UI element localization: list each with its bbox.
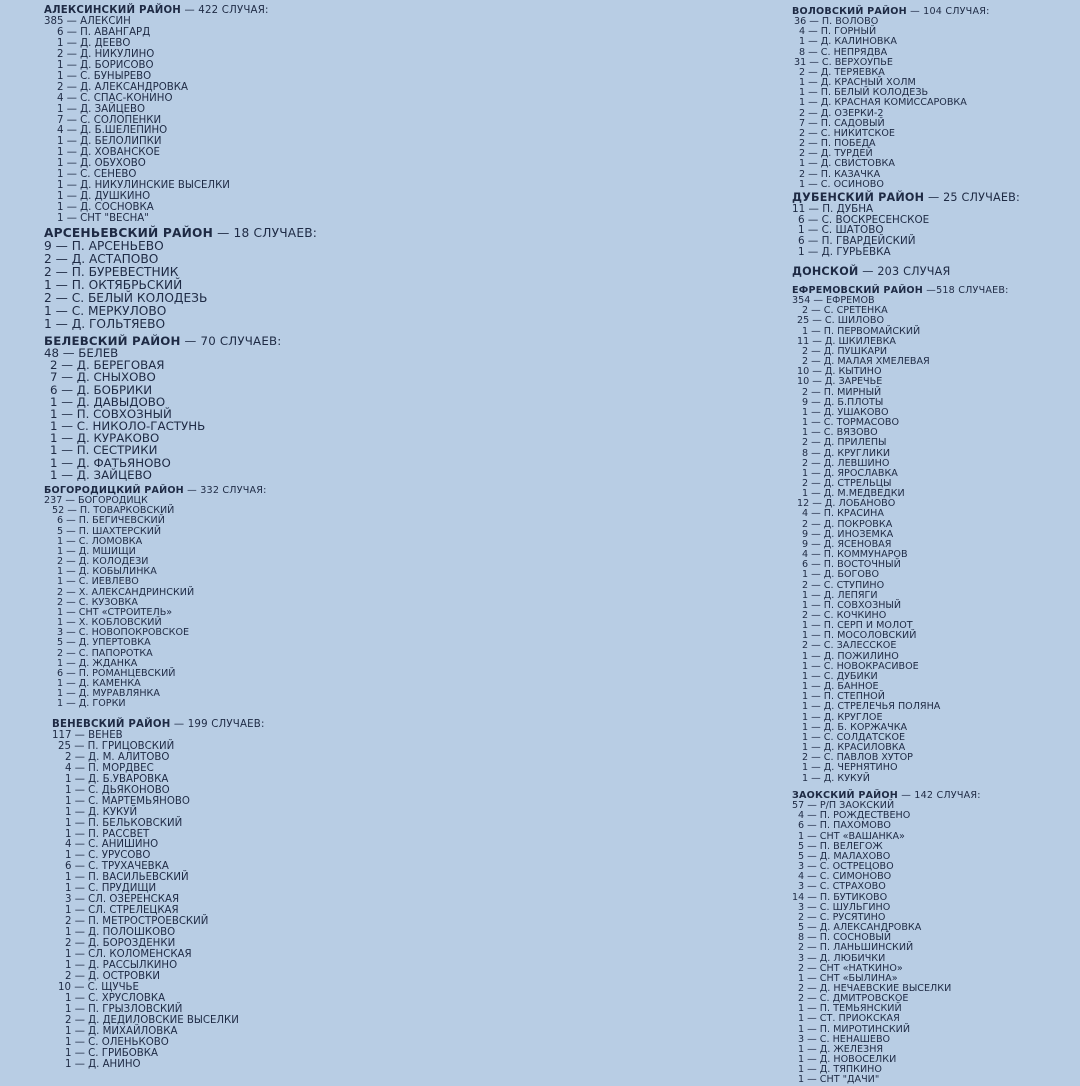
list-item: 1 — Д. АНИНО [65,1058,141,1070]
list-item: 2 — П. ЛАНЬШИНСКИЙ [798,942,914,954]
list-item: 11 — П. ДУБНА [792,203,874,215]
list-item: 2 — СНТ «НАТКИНО» [798,962,903,974]
list-item: 1 — Д. КОБЫЛИНКА [57,566,157,578]
list-item: 7 — С. СОЛОПЕНКИ [57,114,162,126]
list-item: 1 — П. ГРЫЗЛОВСКИЙ [65,1003,183,1015]
list-item: 1 — П. СЕРП И МОЛОТ [802,620,913,632]
list-item: 3 — Д. ЛЮБИЧКИ [798,952,886,964]
district-venevsky [52,720,472,1071]
list-item: 1 — Д. БОРИСОВО [57,59,154,71]
list-item: 4 — П. КРАСИНА [802,508,884,520]
list-item: 8 — С. НЕПРЯДВА [799,46,888,58]
list-item: 4 — П. КОММУНАРОВ [802,549,908,561]
list-item: 1 — Д. КРАСНЫЙ ХОЛМ [799,77,916,89]
list-item: 1 — П. ОКТЯБРЬСКИЙ [44,278,183,293]
list-item: 36 — П. ВОЛОВО [794,16,879,28]
list-item: 1 — П. МОСОЛОВСКИЙ [802,630,917,642]
district-items [792,204,1080,257]
list-item: 1 — С. СОЛДАТСКОЕ [802,731,906,743]
list-item: 1 — П. БЕЛЬКОВСКИЙ [65,817,183,829]
list-item: 1 — СЛ. КОЛОМЕНСКАЯ [65,949,192,961]
list-item: 1 — Д. ЛЕПЯГИ [802,589,878,601]
list-item: 1 — Д. Б. КОРЖАЧКА [802,721,908,733]
list-item: 1 — С. ХРУСЛОВКА [65,992,166,1004]
list-item: 6 — П. РОМАНЦЕВСКИЙ [57,667,176,679]
list-item: 2 — Д. МАЛАЯ ХМЕЛЕВАЯ [802,356,930,368]
list-item: 1 — Д. НИКУЛИНСКИЕ ВЫСЕЛКИ [57,180,230,192]
list-item: 1 — Д. МШИЩИ [57,545,136,557]
list-item: 1 — Д. КУРАКОВО [50,431,160,446]
district-header [792,266,1080,278]
list-item: 4 — П. РОЖДЕСТВЕНО [798,810,911,822]
district-title: ДОНСКОЙ [792,265,859,278]
list-item: 2 — Д. ПУШКАРИ [802,345,888,357]
list-item: 52 — П. ТОВАРКОВСКИЙ [52,505,175,517]
list-item: 1 — Д. СОСНОВКА [57,202,154,214]
list-item: 2 — Д. ТЕРЯЕВКА [799,66,885,78]
district-title: ЗАОКСКИЙ РАЙОН [792,790,898,801]
district-title: БЕЛЕВСКИЙ РАЙОН [44,334,181,348]
district-title: ВЕНЕВСКИЙ РАЙОН [52,719,171,730]
list-item: 1 — Д. ПОЖИЛИНО [802,650,899,662]
list-item: 1 — СНТ "ВЕСНА" [57,213,149,225]
district-efremovsky [792,286,1080,784]
district-items [44,240,464,331]
list-item: 1 — Д. ЖДАНКА [57,657,138,669]
list-item: 1 — С. БУНЫРЕВО [57,70,152,82]
district-count: — 70 СЛУЧАЕВ: [180,334,282,348]
list-item: 2 — П. МЕТРОСТРОЕВСКИЙ [65,916,209,928]
list-item: 1 — Д. ЧЕРНЯТИНО [802,762,898,774]
list-item: 8 — Д. КРУГЛИКИ [802,447,891,459]
list-item: 25 — П. ГРИЦОВСКИЙ [58,740,175,752]
list-item: 1 — П. СЕСТРИКИ [50,443,158,458]
list-item: 1 — Д. ДЕЕВО [57,37,131,49]
district-items [44,17,464,225]
list-item: 11 — Д. ШКИЛЕВКА [797,335,896,347]
list-item: 9 — Д. ЯСЕНОВАЯ [802,538,892,550]
list-item: 10 — С. ЩУЧЬЕ [58,981,139,993]
list-item: 3 — С. НЕНАШЕВО [798,1033,891,1045]
list-item: 1 — Д. ЗАЙЦЕВО [57,103,146,115]
list-item: 5 — П. ШАХТЕРСКИЙ [57,525,162,537]
list-item: 2 — Д. АСТАПОВО [44,252,159,267]
list-item: 4 — П. МОРДВЕС [65,762,154,774]
district-items [44,496,464,709]
list-item: 2 — П. МИРНЫЙ [802,386,882,398]
list-item: 1 — Д. ОБУХОВО [57,158,146,170]
list-item: 2 — С. СТУПИНО [802,579,885,591]
list-item: 9 — Д. Б.ПЛОТЫ [802,396,884,408]
list-item: 354 — ЕФРЕМОВ [792,295,875,307]
list-item: 4 — С. СПАС-КОНИНО [57,92,173,104]
list-item: 1 — Д. УШАКОВО [802,406,889,418]
list-item: 2 — С. БЕЛЫЙ КОЛОДЕЗЬ [44,291,208,306]
list-item: 1 — П. ПЕРВОМАЙСКИЙ [802,325,921,337]
district-count: — 142 СЛУЧАЯ: [898,790,981,801]
list-item: 1 — Д. ГУРЬЕВКА [798,245,891,258]
district-dubensky [792,192,1080,257]
district-title: ВОЛОВСКИЙ РАЙОН [792,6,907,17]
list-item: 1 — Д. ДУШКИНО [57,191,151,203]
list-item: 2 — П. БУРЕВЕСТНИК [44,265,179,280]
list-item: 1 — Д. СВИСТОВКА [799,158,895,170]
list-item: 14 — П. БУТИКОВО [792,891,888,903]
list-item: 2 — Д. ПРИЛЕПЫ [802,437,887,449]
list-item: 2 — С. КУЗОВКА [57,596,138,608]
district-count: —518 СЛУЧАЕВ: [923,285,1009,296]
list-item: 2 — Д. ТУРДЕЙ [799,148,873,160]
list-item: 1 — СНТ "ДАЧИ" [798,1074,880,1086]
list-item: 57 — Р/П ЗАОКСКИЙ [792,800,895,812]
list-item: 1 — Х. КОБЛОВСКИЙ [57,617,162,629]
list-item: 237 — БОГОРОДИЦК [44,495,148,507]
list-item: 1 — С. ОСИНОВО [799,178,884,190]
list-item: 1 — С. ШАТОВО [798,224,884,237]
list-item: 1 — Д. КРУГЛОЕ [802,711,883,723]
list-item: 1 — С. СЕНЕВО [57,169,137,181]
list-item: 3 — С. ШУЛЬГИНО [798,901,891,913]
district-volovsky [792,7,1080,190]
district-items [52,731,472,1071]
list-item: 1 — Д. ХОВАНСКОЕ [57,147,160,159]
district-count: — 199 СЛУЧАЕВ: [170,719,265,730]
list-item: 1 — Д. БАННОЕ [802,681,879,693]
list-item: 2 — Д. БОРОЗДЕНКИ [65,938,176,950]
list-item: 2 — Д. НИКУЛИНО [57,48,155,60]
list-item: 1 — Д. Б.УВАРОВКА [65,773,169,785]
list-item: 6 — С. ВОСКРЕСЕНСКОЕ [798,213,930,226]
list-item: 385 — АЛЕКСИН [44,15,131,27]
list-item: 2 — Д. ДЕДИЛОВСКИЕ ВЫСЕЛКИ [65,1014,239,1026]
district-arsenyevsky [44,227,464,331]
list-item: 1 — Д. СТРЕЛЕЧЬЯ ПОЛЯНА [802,701,941,713]
list-item: 1 — Д. ЯРОСЛАВКА [802,467,898,479]
list-item: 2 — С. ПАПОРОТКА [57,647,153,659]
list-item: 1 — С. ДЬЯКОНОВО [65,784,170,796]
list-item: 1 — С. ВЯЗОВО [802,427,878,439]
list-item: 2 — Д. БЕРЕГОВАЯ [50,358,165,373]
list-item: 1 — П. РАССВЕТ [65,828,150,840]
list-item: 1 — СЛ. СТРЕЛЕЦКАЯ [65,905,179,917]
list-item: 1 — П. СОВХОЗНЫЙ [50,406,172,421]
district-title: БОГОРОДИЦКИЙ РАЙОН [44,485,184,496]
list-item: 1 — С. ЛОМОВКА [57,535,143,547]
list-item: 1 — Д. КАЛИНОВКА [799,36,897,48]
list-item: 1 — С. УРУСОВО [65,850,151,862]
list-item: 2 — С. ДМИТРОВСКОЕ [798,993,909,1005]
list-item: 6 — Д. БОБРИКИ [50,382,153,397]
list-item: 2 — Д. КОЛОДЕЗИ [57,556,149,568]
list-item: 2 — Д. М. АЛИТОВО [65,751,170,763]
list-item: 3 — С. НОВОПОКРОВСКОЕ [57,627,190,639]
list-item: 1 — С. ПРУДИЩИ [65,883,157,895]
district-donskoy [792,266,1080,278]
list-item: 4 — С. АНИШИНО [65,839,159,851]
list-item: 6 — С. ТРУХАЧЕВКА [65,861,169,873]
list-item: 5 — П. ВЕЛЕГОЖ [798,840,883,852]
list-item: 1 — Д. БЕЛОЛИПКИ [57,136,162,148]
list-item: 10 — Д. КЫТИНО [797,366,882,378]
list-item: 1 — Д. ПОЛОШКОВО [65,927,176,939]
list-item: 6 — П. ГВАРДЕЙСКИЙ [798,234,916,247]
list-item: 1 — Д. КРАСИЛОВКА [802,742,906,754]
district-belevsky [44,335,464,481]
district-title: ЕФРЕМОВСКИЙ РАЙОН [792,285,924,296]
district-count: — 18 СЛУЧАЕВ: [213,226,318,240]
list-item: 1 — СНТ «ВАШАНКА» [798,830,905,842]
list-item: 1 — Д. ДАВЫДОВО [50,394,166,409]
list-item: 1 — Д. МУРАВЛЯНКА [57,688,160,700]
district-count: — 422 СЛУЧАЯ: [181,5,269,16]
district-bogoroditsky [44,486,464,709]
list-item: 7 — П. САДОВЫЙ [799,117,885,129]
district-zaoksky [792,791,1080,1086]
list-item: 1 — Д. ФАТЬЯНОВО [50,455,171,470]
list-item: 1 — П. МИРОТИНСКИЙ [798,1023,911,1035]
district-items [792,17,1080,190]
district-aleksinsky [44,6,464,225]
list-item: 2 — П. КАЗАЧКА [799,168,881,180]
district-title: АРСЕНЬЕВСКИЙ РАЙОН [44,226,214,240]
list-item: 2 — Д. НЕЧАЕВСКИЕ ВЫСЕЛКИ [798,982,952,994]
list-item: 1 — Д. РАССЫЛКИНО [65,959,178,971]
list-item: 2 — П. ПОБЕДА [799,138,876,150]
list-item: 6 — П. ВОСТОЧНЫЙ [802,559,901,571]
list-item: 4 — П. ГОРНЫЙ [799,26,877,38]
list-item: 1 — П. ТЕМЬЯНСКИЙ [798,1003,902,1015]
list-item: 2 — С. КОЧКИНО [802,610,887,621]
list-item: 1 — С. ГРИБОВКА [65,1047,158,1059]
list-item: 9 — Д. ИНОЗЕМКА [802,528,894,540]
list-item: 6 — П. БЕГИЧЕВСКИЙ [57,515,165,527]
list-item: 31 — С. ВЕРХОУПЬЕ [794,56,893,68]
list-item: 2 — С. НИКИТСКОЕ [799,127,895,139]
list-item: 5 — Д. АЛЕКСАНДРОВКА [798,922,922,934]
list-item: 1 — С. МЕРКУЛОВО [44,304,167,319]
list-item: 25 — С. ШИЛОВО [797,315,885,327]
list-item: 1 — СНТ «БЫЛИНА» [798,972,898,984]
list-item: 1 — Д. БОГОВО [802,569,880,581]
list-item: 6 — П. ПАХОМОВО [798,820,891,832]
list-item: 4 — С. СИМОНОВО [798,871,892,883]
list-item: 48 — БЕЛЕВ [44,346,119,361]
list-item: 1 — С. ТОРМАСОВО [802,417,900,429]
district-items [792,296,1080,784]
list-item: 4 — Д. Б.ШЕЛЕПИНО [57,125,168,137]
district-title: АЛЕКСИНСКИЙ РАЙОН [44,5,182,16]
list-item: 1 — Д. КУКУЙ [802,772,870,784]
list-item: 2 — Д. ЛЕВШИНО [802,457,890,469]
list-item: 2 — Д. СТРЕЛЬЦЫ [802,477,892,489]
district-items [792,801,1080,1085]
list-item: 3 — СЛ. ОЗЕРЕНСКАЯ [65,894,180,906]
district-items [44,347,464,481]
list-item: 2 — Д. ОЗЕРКИ-2 [799,107,884,119]
district-count: — 104 СЛУЧАЯ: [906,6,990,17]
list-item: 1 — Д. КАМЕНКА [57,677,141,689]
list-item: 1 — Д. НОВОСЕЛКИ [798,1054,897,1066]
list-item: 1 — С. МАРТЕМЬЯНОВО [65,795,190,807]
list-item: 5 — Д. МАЛАХОВО [798,850,891,862]
list-item: 1 — П. ВАСИЛЬЕВСКИЙ [65,872,189,884]
list-item: 12 — Д. ЛОБАНОВО [797,498,896,510]
list-item: 1 — Д. ЗАЙЦЕВО [50,467,152,482]
district-title: ДУБЕНСКИЙ РАЙОН [792,191,925,204]
list-item: 1 — П. СОВХОЗНЫЙ [802,599,902,611]
district-count: — 332 СЛУЧАЯ: [183,485,267,496]
list-item: 3 — С. СТРАХОВО [798,881,886,893]
list-item: 1 — Д. М.МЕДВЕДКИ [802,488,905,500]
list-item: 1 — Д. КУКУЙ [65,806,138,818]
list-item: 2 — С. РУСЯТИНО [798,911,886,923]
list-item: 9 — П. АРСЕНЬЕВО [44,239,164,254]
list-item: 117 — ВЕНЕВ [52,729,123,741]
list-item: 2 — С. ПАВЛОВ ХУТОР [802,752,913,764]
list-item: 1 — С. ОЛЕНЬКОВО [65,1036,169,1048]
list-item: 2 — Д. ОСТРОВКИ [65,970,160,982]
list-item: 2 — С. СРЕТЕНКА [802,305,888,317]
list-item: 3 — С. ОСТРЕЦОВО [798,861,894,873]
list-item: 1 — С. НИКОЛО-ГАСТУНЬ [50,419,206,434]
list-item: 5 — Д. УПЕРТОВКА [57,637,151,649]
list-item: 6 — П. АВАНГАРД [57,26,151,38]
list-item: 1 — С. ИЕВЛЕВО [57,576,139,588]
list-item: 2 — С. ЗАЛЕССКОЕ [802,640,897,652]
list-item: 7 — Д. СНЫХОВО [50,370,156,385]
list-item: 10 — Д. ЗАРЕЧЬЕ [797,376,883,388]
list-item: 8 — П. СОСНОВЫЙ [798,932,892,944]
list-item: 1 — Д. ТЯПКИНО [798,1064,882,1076]
list-item: 1 — С. ДУБИКИ [802,670,878,682]
list-item: 1 — С. НОВОКРАСИВОЕ [802,660,919,672]
list-item: 1 — П. СТЕПНОЙ [802,691,885,703]
list-item: 1 — П. БЕЛЫЙ КОЛОДЕЗЬ [799,87,929,99]
list-item: 1 — Д. ЖЕЛЕЗНЯ [798,1043,884,1055]
district-count: — 25 СЛУЧАЕВ: [924,191,1020,204]
list-item: 2 — Д. АЛЕКСАНДРОВКА [57,81,188,93]
list-item: 1 — СНТ «СТРОИТЕЛЬ» [57,606,173,618]
list-item: 1 — Д. ГОРКИ [57,698,126,710]
list-item: 2 — Х. АЛЕКСАНДРИНСКИЙ [57,586,195,598]
list-item: 1 — Д. МИХАЙЛОВКА [65,1025,178,1037]
list-item: 1 — Д. КРАСНАЯ КОМИССАРОВКА [799,97,967,109]
list-item: 1 — Д. ГОЛЬТЯЕВО [44,317,166,332]
district-count: — 203 СЛУЧАЯ [858,265,951,278]
list-item: 1 — СТ. ПРИОКСКАЯ [798,1013,900,1025]
list-item: 2 — Д. ПОКРОВКА [802,518,893,530]
